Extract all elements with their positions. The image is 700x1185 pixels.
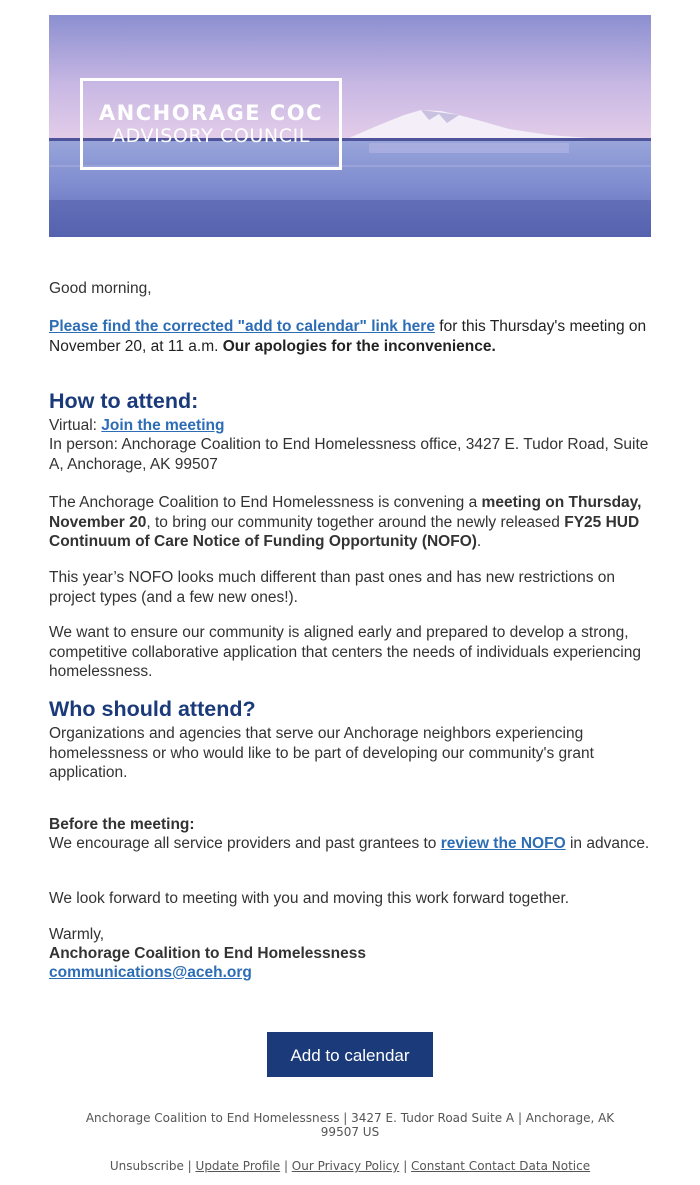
apology-text: Our apologies for the inconvenience. [222,337,496,355]
before-text-2: in advance. [565,835,650,852]
privacy-policy-link[interactable]: Our Privacy Policy [291,1159,400,1173]
logo-box [80,78,342,170]
convening-text-2: , to bring our community together around the newly released [146,513,565,531]
email-address-line [49,963,659,983]
data-notice-link[interactable]: Constant Contact Data Notice [411,1159,591,1173]
email-address-link[interactable]: communications@aceh.org [49,964,252,981]
before-meeting-paragraph [49,834,659,854]
update-profile-link[interactable]: Update Profile [195,1159,281,1173]
separator: | [399,1159,412,1173]
signoff: Warmly, [49,926,105,943]
nofo-paragraph: This year’s NOFO looks much different than past ones and has new restrictions on project types (and a few new ones!). [49,569,616,606]
how-to-attend-heading: How to attend: [49,389,199,413]
ensure-paragraph: We want to ensure our community is aligned early and prepared to develop a strong, competitive collaborative application that centers the needs of individuals experiencing homelessness. [49,624,641,680]
before-text-1: We encourage all service providers and past grantees to [49,835,441,852]
separator: | [280,1159,292,1173]
virtual-label: Virtual: [49,417,102,434]
who-paragraph: Organizations and agencies that serve our Anchorage neighbors experiencing homelessness or who would like to be part of developing our community's grant application. [49,725,594,781]
convening-text-3: . [476,533,482,550]
convening-paragraph [49,493,659,552]
review-nofo-link[interactable]: review the NOFO [440,835,566,852]
corrected-calendar-link[interactable]: Please find the corrected "add to calendar" link here [49,318,435,335]
who-should-attend-heading: Who should attend? [49,697,256,721]
in-person-line: In person: Anchorage Coalition to End Homelessness office, 3427 E. Tudor Road, Suite A, Anchorage, AK 99507 [49,436,649,473]
org-name: Anchorage Coalition to End Homelessness [49,945,366,962]
convening-text-1: The Anchorage Coalition to End Homelessness is convening a [49,494,482,511]
separator: | [183,1159,196,1173]
greeting: Good morning, [49,280,152,297]
add-to-calendar-button[interactable]: Add to calendar [267,1032,433,1077]
correction-text: for this Thursday's meeting on November 20, at 11 a.m. [49,318,647,355]
logo-subtitle: ADVISORY COUNCIL [112,125,310,147]
correction-paragraph [49,317,659,356]
footer-links [70,1159,630,1173]
hero-banner [49,15,651,237]
join-meeting-link[interactable]: Join the meeting [101,417,225,434]
meeting-date-bold: meeting on Thursday, November 20 [49,494,642,531]
unsubscribe-link[interactable]: Unsubscribe [109,1159,184,1173]
logo-title: ANCHORAGE COC [98,101,324,125]
before-meeting-heading: Before the meeting: [49,816,195,833]
footer-address: Anchorage Coalition to End Homelessness | 3427 E. Tudor Road Suite A | Anchorage, AK 99507 US [85,1111,615,1139]
virtual-line [49,416,659,436]
nofo-title-bold: FY25 HUD Continuum of Care Notice of Funding Opportunity (NOFO) [49,513,640,550]
look-forward-paragraph: We look forward to meeting with you and moving this work forward together. [49,890,570,907]
